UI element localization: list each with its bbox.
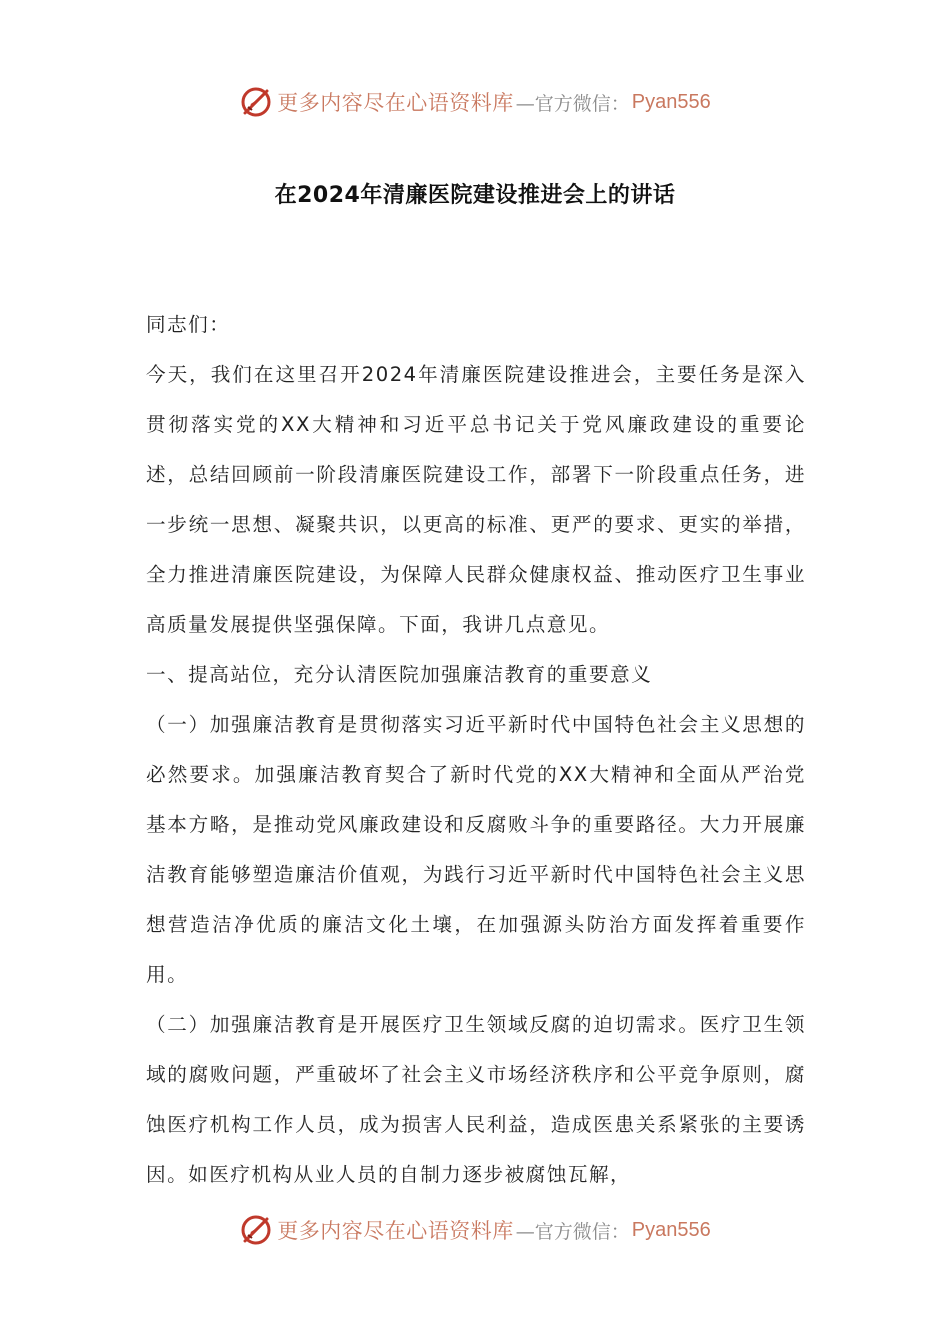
paragraph-point-1: （一）加强廉洁教育是贯彻落实习近平新时代中国特色社会主义思想的必然要求。加强廉洁教育契合了新时代党的XX大精神和全面从严治党基本方略，是推动党风廉政建设和反腐败斗争的重要路径。大力开展廉洁教育能够塑造廉洁价值观，为践行习近平新时代中国特色社会主义思想营造洁净优质的廉洁文化土壤，在加强源头防治方面发挥着重要作用。 [146,713,806,986]
paragraph-point-2: （二）加强廉洁教育是开展医疗卫生领域反腐的迫切需求。医疗卫生领域的腐败问题，严重破坏了社会主义市场经济秩序和公平竞争原则，腐蚀医疗机构工作人员，成为损害人民利益，造成医患关系紧张的主要诱因。如医疗机构从业人员的自制力逐步被腐蚀瓦解， [146,1013,806,1186]
footer-banner-wechat-id: Pyan556 [631,1218,711,1241]
quill-logo-icon [239,85,273,119]
salutation: 同志们： [146,313,231,336]
document-body [146,300,806,1200]
header-banner-separator: —官方微信： [515,92,630,115]
quill-logo-icon [239,1213,273,1247]
header-watermark-banner [0,82,950,122]
paragraph-intro: 今天，我们在这里召开2024年清廉医院建设推进会，主要任务是深入贯彻落实党的XX大精神和习近平总书记关于党风廉政建设的重要论述，总结回顾前一阶段清廉医院建设工作，部署下一阶段重点任务，进一步统一思想、凝聚共识，以更高的标准、更严的要求、更实的举措，全力推进清廉医院建设，为保障人民群众健康权益、推动医疗卫生事业高质量发展提供坚强保障。下面，我讲几点意见。 [146,363,806,636]
header-banner-text: 更多内容尽在心语资料库 [277,91,514,115]
header-banner-wechat-id: Pyan556 [631,90,711,113]
footer-watermark-banner [0,1210,950,1250]
footer-banner-separator: —官方微信： [515,1220,630,1243]
document-title: 在2024年清廉医院建设推进会上的讲话 [274,183,676,208]
footer-banner-text: 更多内容尽在心语资料库 [277,1219,514,1243]
section-heading-1: 一、提高站位，充分认清医院加强廉洁教育的重要意义 [146,663,653,686]
